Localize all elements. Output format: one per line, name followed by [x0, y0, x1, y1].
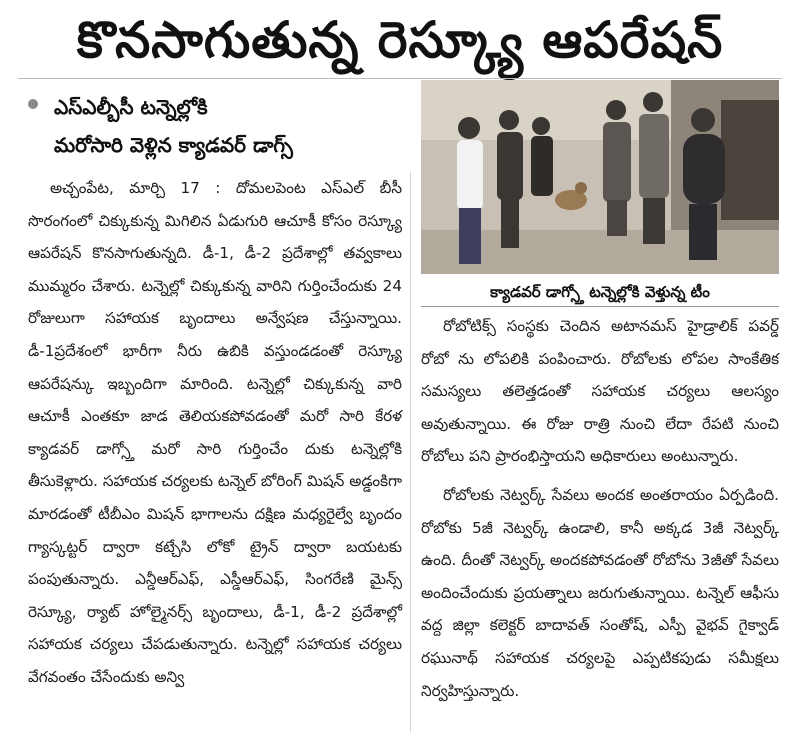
rescue-team-photo-illustration	[421, 80, 779, 274]
subheadline-line-2: మరోసారి వెళ్లిన క్యాడవర్ డాగ్స్	[54, 133, 293, 157]
headline: కొనసాగుతున్న రెస్క్యూ ఆపరేషన్	[76, 11, 724, 69]
headline-rule	[18, 78, 782, 79]
photo-caption: క్యాడవర్ డాగ్స్తో టన్నెల్లోకి వెళ్తున్న టీం	[421, 278, 779, 307]
article-paragraph: అచ్చంపేట, మార్చి 17 : దోమలపెంట ఎస్ఎల్ బీసీ సొరంగంలో చిక్కుకున్న మిగిలిన ఏడుగురి ఆచూకీ కోసం రెస్క్యూ ఆపరేషన్ కొనసాగుతున్నది. డీ-1, డీ-2 ప్రదేశాల్లో తవ్వకాలు ముమ్మరం చేశారు. టన్నెల్లో చిక్కుకున్న వారిని గుర్తించేందుకు 24 రోజులుగా సహాయక బృందాలు అన్వేషణ చేస్తున్నాయి. డీ-1ప్రదేశంలో భారీగా నీరు ఉబికి వస్తుండడంతో రెస్క్యూ ఆపరేషన్కు ఇబ్బందిగా మారింది. టన్నెల్లో చిక్కుకున్న వారి ఆచూకీ ఎంతకూ జాడ తెలియకపోవడంతో మరో సారి కేరళ క్యాడవర్ డాగ్స్తో మరో సారి గుర్తించేం దుకు టన్నెల్లోకి తీసుకెళ్లారు. సహాయక చర్యలకు టన్నెల్ బోరింగ్ మిషన్ అడ్డంకిగా మారడంతో టీబీఎం మిషన్ భాగాలను దక్షిణ మధ్యరైల్వే బృందం గ్యాస్కట్టర్ ద్వారా కట్చేసి లోకో ట్రైన్ ద్వారా బయటకు పంపుతున్నారు. ఎన్డీఆర్ఎఫ్, ఎస్డీఆర్ఎఫ్, సింగరేణి మైన్స్ రెస్క్యూ, ర్యాట్ హోల్మైనర్స్ బృందాలు, డీ-1, డీ-2 ప్రదేశాల్లో సహాయక చర్యలు చేపడుతున్నారు. టన్నెల్లో సహాయక చర్యలు వేగవంతం చేసేందుకు అన్వి	[28, 179, 402, 686]
article-paragraph: రోబోలకు నెట్వర్క్ సేవలు అందక అంతరాయం ఏర్పడింది. రోబోకు 5జీ నెట్వర్క్ ఉండాలి, కానీ అక్కడ 3జీ నెట్వర్క్ ఉంది. దీంతో నెట్వర్క్ అందకపోవడంతో రోబోను 3జీతో సేవలు అందించేందుకు ప్రయత్నాలు జరుగుతున్నాయి. టన్నెల్ ఆఫీసు వద్ద జిల్లా కలెక్టర్ బాదావత్ సంతోష్, ఎస్పీ వైభవ్ గైక్వాడ్ రఘునాథ్ సహాయక చర్యలపై ఎప్పటికపుడు సమీక్షలు నిర్వహిస్తున్నారు.	[421, 485, 779, 700]
article-right-column	[421, 310, 779, 707]
subheadline-line-1: ఎస్ఎల్బీసీ టన్నెల్లోకి	[54, 95, 208, 119]
subheadline	[28, 88, 408, 164]
article-left-column	[28, 172, 402, 694]
bullet-icon	[28, 99, 38, 109]
news-photo	[421, 80, 779, 274]
article-paragraph: రోబోటిక్స్ సంస్థకు చెందిన అటానమస్ హైడ్రాలిక్ పవర్డ్ రోబో ను లోపలికి పంపించారు. రోబోలకు లోపల సాంకేతిక సమస్యలు తలెత్తడంతో సహాయక చర్యలు ఆలస్యం అవుతున్నాయి. ఈ రోజు రాత్రి నుంచి లేదా రేపటి నుంచి రోబోలు పని ప్రారంభిస్తాయని అధికారులు అంటున్నారు.	[421, 317, 779, 466]
column-divider	[410, 172, 411, 732]
